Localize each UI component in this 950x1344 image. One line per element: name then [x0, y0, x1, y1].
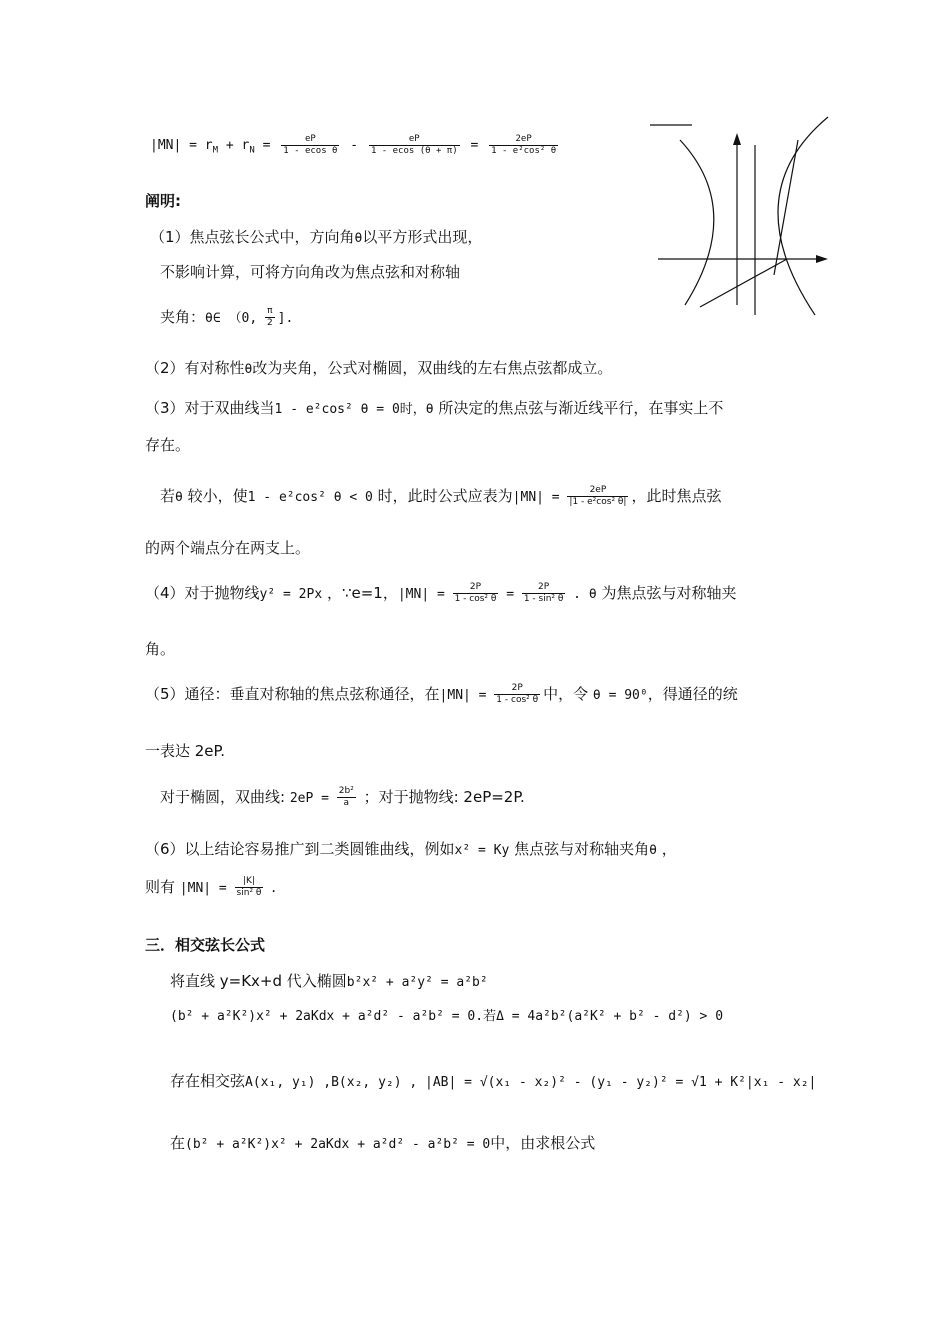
item-5-line-2: 一表达 2eP. — [145, 742, 226, 760]
item-4-line-2: 角。 — [145, 640, 176, 658]
s3-line-2: (b² + a²K²)x² + 2aKdx + a²d² - a²b² = 0.若Δ = 4a²b²(a²K² + b² - d²) > 0 — [170, 1009, 724, 1024]
item-6-line-2: 则有 |MN| = $\frac{|K|}{\text{sin² θ}}$ . — [145, 876, 276, 898]
item-2: （2）有对称性θ改为夹角，公式对椭圆，双曲线的左右焦点弦都成立。 — [145, 359, 613, 377]
s3-line-3: 存在相交弦A(x₁, y₁) ,B(x₂, y₂) , |AB| = √(x₁ - x₂)² - (y₁ - y₂)² = √1 + K²|x₁ - x₂| — [170, 1072, 817, 1090]
item-3-line-2: 存在。 — [145, 436, 191, 454]
section-3-title: 三．相交弦长公式 — [145, 936, 266, 954]
fraction-2: $\frac{eP}{1 - ecos (\theta + \pi)}$ — [370, 134, 458, 156]
hyperbola-diagram — [650, 115, 835, 320]
item-1-line-1: （1）焦点弦长公式中，方向角θ以平方形式出现， — [150, 228, 483, 246]
item-3b-line-2: 的两个端点分在两支上。 — [145, 539, 311, 557]
item-1-line-3: 夹角：θ∈ （0, $\frac{\pi}{2}$ ]. — [160, 306, 294, 328]
item-4-line-1: （4）对于抛物线y² = 2Px ，∵e=1，|MN| = $\frac{2P}{\text{1 - cos² θ}}$ = $\frac{2P}{\text{1 - sin² θ}}$ . θ 为焦点弦与对称轴夹 — [145, 582, 737, 604]
fraction-3: $\frac{2eP}{\text{1 - e²cos² θ}}$ — [491, 134, 557, 156]
item-5b: 对于椭圆，双曲线: 2eP = $\frac{\text{2b²}}{a}$ ；对于抛物线: 2eP=2P. — [160, 786, 525, 808]
s3-line-4: 在(b² + a²K²)x² + 2aKdx + a²d² - a²b² = 0中，由求根公式 — [170, 1134, 596, 1152]
item-3-line-1: （3）对于双曲线当1 - e²cos² θ = 0时，θ 所决定的焦点弦与渐近线平行，在事实上不 — [145, 399, 724, 417]
note-heading: 阐明: — [145, 192, 181, 210]
item-1-line-2: 不影响计算，可将方向角改为焦点弦和对称轴 — [160, 263, 461, 281]
item-3b-line-1: 若θ 较小，使1 - e²cos² θ < 0 时，此时公式应表为|MN| = $\frac{2eP}{\text{|1 - e²cos² θ|}}$ ，此时焦点弦 — [160, 485, 722, 507]
formula-mn-sum: $|MN| = r_M + r_N$ = $\frac{eP}{\text{1 - ecos θ}}$ - $\frac{eP}{1 - ecos (\theta + \pi)}$ = $\frac{2eP}{\text{1 - e²cos² θ}}$ — [150, 134, 557, 156]
item-5-line-1: （5）通径：垂直对称轴的焦点弦称通径，在|MN| = $\frac{2P}{\text{1 - cos² θ}}$ 中，令 θ = 90⁰，得通径的统 — [145, 683, 738, 705]
item-6-line-1: （6）以上结论容易推广到二类圆锥曲线，例如x² = Ky 焦点弦与对称轴夹角θ ， — [145, 840, 677, 858]
s3-line-1: 将直线 y=Kx+d 代入椭圆b²x² + a²y² = a²b² — [170, 972, 488, 990]
fraction-1: $\frac{eP}{\text{1 - ecos θ}}$ — [283, 134, 338, 156]
